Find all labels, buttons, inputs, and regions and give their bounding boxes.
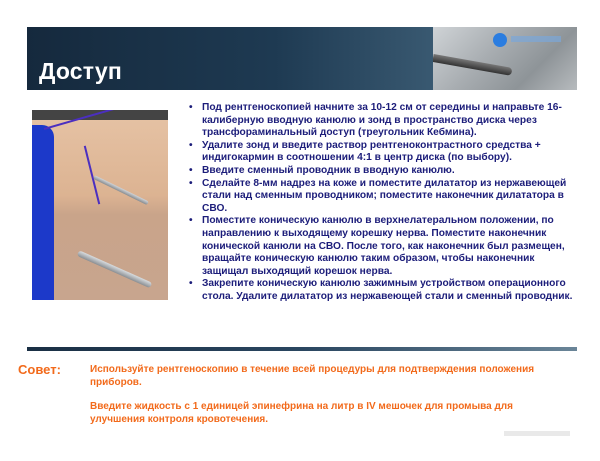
procedure-illustration xyxy=(32,110,168,300)
list-item: • Сделайте 8-мм надрез на коже и поместите дилататор из нержавеющей стали над сменным проводником; поместите наконечник дилататора в СВО. xyxy=(187,178,582,216)
tip-label: Совет: xyxy=(18,362,61,377)
list-item: • Поместите коническую канюлю в верхнелатеральном положении, по направлению к выходящему корешку нерва. Поместите наконечник конической канюли на СВО. После того, как наконечник был размещен, вращайте коническую канюлю таким образом, чтобы наконечник защищал выходящий корешок нерва. xyxy=(187,215,582,278)
logo-text xyxy=(511,36,561,42)
cannula-needle xyxy=(93,175,149,205)
probe-graphic xyxy=(433,54,512,76)
footer-watermark xyxy=(504,431,570,436)
list-item: • Введите сменный проводник в вводную канюлю. xyxy=(187,165,582,178)
dilator-instrument xyxy=(77,250,153,288)
procedure-steps-list xyxy=(187,102,582,304)
section-divider xyxy=(27,347,577,351)
list-item: • Под рентгеноскопией начните за 10-12 см от середины и направьте 16-калиберную вводную канюлю и зонд в пространство диска через трансфораминальный доступ (треугольник Кебмина). xyxy=(187,102,582,140)
tip-text: Используйте рентгеноскопию в течение всей процедуры для подтверждения положения приборов. xyxy=(90,364,535,388)
fluoroscopy-image xyxy=(433,27,577,90)
slide-title: Доступ xyxy=(39,58,122,84)
list-item: • Удалите зонд и введите раствор рентгеноконтрастного средства + индигокармин в соотношении 4:1 в центр диска (по выбору). xyxy=(187,140,582,165)
logo-icon xyxy=(493,33,507,47)
list-item: • Закрепите коническую канюлю зажимным устройством операционного стола. Удалите дилататор из нержавеющей стали и сменный проводник. xyxy=(187,278,582,303)
tip-text: Введите жидкость с 1 единицей эпинефрина на литр в IV мешочек для промыва для улучшения контроля кровотечения. xyxy=(90,401,513,425)
surgical-drape xyxy=(32,125,54,300)
skin-marking-line xyxy=(84,146,100,205)
slide-header xyxy=(27,27,577,90)
